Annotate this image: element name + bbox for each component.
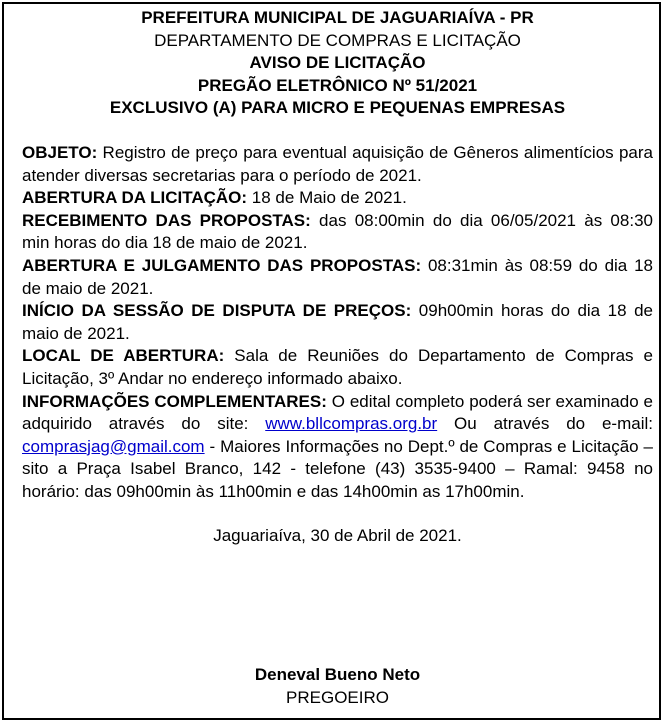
- abertura-label: ABERTURA DA LICITAÇÃO:: [22, 188, 248, 208]
- informacoes-text-2: Ou através do e-mail:: [437, 414, 653, 434]
- header-prefeitura: PREFEITURA MUNICIPAL DE JAGUARIAÍVA - PR: [141, 8, 534, 27]
- julgamento-text: 08:31min às 08:59 do dia 18 de maio de 2021.: [22, 255, 653, 298]
- abertura-text: 18 de Maio de 2021.: [247, 188, 407, 208]
- header-pregao: PREGÃO ELETRÔNICO Nº 51/2021: [197, 75, 478, 95]
- local-label: LOCAL DE ABERTURA:: [22, 346, 225, 366]
- site-link[interactable]: www.bllcompras.org.br: [265, 414, 438, 434]
- notice-date: Jaguariaíva, 30 de Abril de 2021.: [213, 526, 462, 546]
- header-exclusivo: EXCLUSIVO (A) PARA MICRO E PEQUENAS EMPRESAS: [109, 98, 566, 118]
- recebimento-text: das 08:00min do dia 06/05/2021 às 08:30 min horas do dia 18 de maio de 2021.: [22, 210, 653, 253]
- signature-role: PREGOEIRO: [286, 687, 389, 707]
- objeto-label: OBJETO:: [22, 142, 98, 162]
- signature-name: Deneval Bueno Neto: [254, 665, 421, 684]
- header-aviso: AVISO DE LICITAÇÃO: [249, 53, 426, 73]
- disputa-text: 09h00min horas do dia 18 de maio de 2021.: [22, 301, 653, 343]
- local-text: Sala de Reuniões do Departamento de Compras e Licitação, 3º Andar no endereço informado abaixo.: [22, 346, 654, 388]
- objeto-text: Registro de preço para eventual aquisição de Gêneros alimentícios para atender diversas secretarias para o período de 2021.: [22, 142, 653, 185]
- email-link[interactable]: comprasjag@gmail.com: [22, 436, 205, 456]
- informacoes-text-3: - Maiores Informações no Dept.º de Compras e Licitação – sito a Praça Isabel Branco, 142 - telefone (43) 3535-9400 – Ramal: 9458 no horário: das 09h00min às 11h00min e das 14h00min as 17h00min.: [22, 436, 653, 501]
- recebimento-label: RECEBIMENTO DAS PROPOSTAS:: [22, 210, 311, 230]
- header-departamento: DEPARTAMENTO DE COMPRAS E LICITAÇÃO: [154, 30, 521, 50]
- disputa-label: INÍCIO DA SESSÃO DE DISPUTA DE PREÇOS:: [22, 301, 412, 321]
- signature-area: [22, 0, 653, 724]
- julgamento-label: ABERTURA E JULGAMENTO DAS PROPOSTAS:: [22, 255, 422, 275]
- informacoes-text-1: O edital completo poderá ser examinado e adquirido através do site:: [22, 391, 653, 434]
- signature-block: [22, 664, 653, 709]
- informacoes-label: INFORMAÇÕES COMPLEMENTARES:: [22, 391, 327, 411]
